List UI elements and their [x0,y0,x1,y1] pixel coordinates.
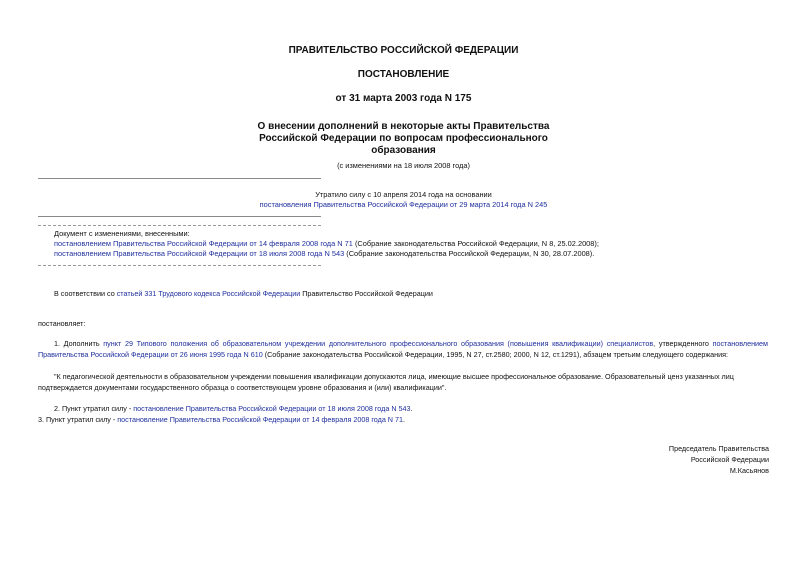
changes-heading: Документ с изменениями, внесенными: [54,229,190,238]
item-1-link-decree-a[interactable]: постановлением [712,339,768,348]
divider [38,216,321,217]
signature-line-2: Российской Федерации [690,455,769,464]
item-1-mid: , утвержденного [653,339,713,348]
item-1 [38,338,768,360]
doc-type-heading: ПОСТАНОВЛЕНИЕ [357,69,450,80]
decree-word: постановляет: [38,319,86,328]
item-3-link[interactable]: постановление Правительства Российской Федерации от 14 февраля 2008 года N 71 [117,415,403,424]
item-2 [54,403,413,414]
item-2-text: 2. Пункт утратил силу - [54,404,134,413]
title-line-2: Российской Федерации по вопросам профессионального [259,133,548,144]
item-1-tail: (Собрание законодательства Российской Федерации, 1995, N 27, ст.2580; 2000, N 12, ст.1291), абзацем третьим следующего содержания: [262,350,728,359]
preamble-text-after: Правительство Российской Федерации [300,289,433,298]
preamble [54,288,433,299]
org-heading: ПРАВИТЕЛЬСТВО РОССИЙСКОЙ ФЕДЕРАЦИИ [288,45,519,56]
change-text-2: (Собрание законодательства Российской Федерации, N 30, 28.07.2008). [344,249,595,258]
title-line-1: О внесении дополнений в некоторые акты Правительства [257,121,550,132]
expired-note: Утратило силу с 10 апреля 2014 года на основании [315,190,492,199]
item-1-link-decree-b[interactable]: Правительства Российской Федерации от 26 июня 1995 года N 610 [38,350,263,359]
change-item-1 [54,239,599,249]
quote-line-2: подтверждается документами государственного образца о соответствующем уровне образования и (или) квалификации". [38,383,447,392]
item-1-lead: 1. Дополнить [54,339,104,348]
change-link-1[interactable]: постановлением Правительства Российской Федерации от 14 февраля 2008 года N 71 [54,239,353,248]
document-title [0,121,807,157]
signature-block [669,443,769,476]
item-2-link[interactable]: постановление Правительства Российской Федерации от 18 июля 2008 года N 543 [133,404,411,413]
item-3-end: . [403,415,405,424]
signature-line-3: М.Касьянов [729,466,769,475]
quote-line-1: "К педагогической деятельности в образовательном учреждении повышения квалификации допускаются лица, имеющие высшее профессиональное образование. Образовательный ценз указанных лиц [54,372,734,381]
labor-code-link[interactable]: статьей 331 Трудового кодекса Российской Федерации [116,289,301,298]
divider-dashed [38,225,321,226]
divider-dashed [38,265,321,266]
change-item-2 [54,249,594,259]
item-3-text: 3. Пункт утратил силу - [38,415,118,424]
divider [38,178,321,179]
change-link-2[interactable]: постановлением Правительства Российской Федерации от 18 июля 2008 года N 543 [54,249,345,258]
expired-link[interactable]: постановления Правительства Российской Федерации от 29 марта 2014 года N 245 [259,200,548,209]
title-line-3: образования [371,145,436,156]
item-2-end: . [410,404,413,413]
item-3 [38,414,405,425]
signature-line-1: Председатель Правительства [668,444,769,453]
date-number-heading: от 31 марта 2003 года N 175 [335,93,472,104]
amended-note: (с изменениями на 18 июля 2008 года) [337,161,470,170]
change-text-1: (Собрание законодательства Российской Федерации, N 8, 25.02.2008); [352,239,599,248]
preamble-text-before: В соответствии со [54,289,117,298]
item-1-link-regulation[interactable]: пункт 29 Типового положения об образовательном учреждении дополнительного профессионального образования (повышения квалификации) специалистов [103,339,654,348]
